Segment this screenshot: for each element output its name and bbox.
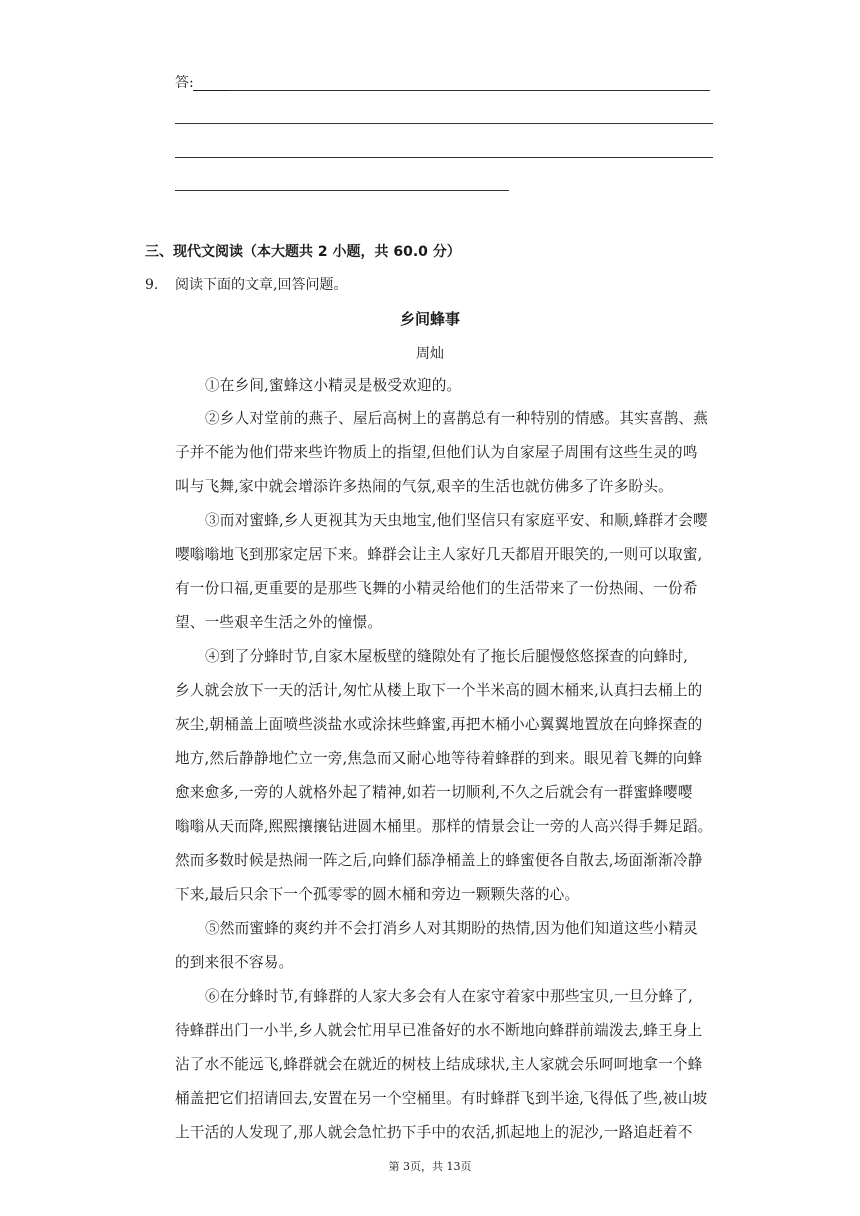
paragraph-3-line: 望、一些艰辛生活之外的憧憬。: [175, 614, 383, 631]
paragraph-4-line: 乡人就会放下一天的活计,匆忙从楼上取下一个半米高的圆木桶来,认真扫去桶上的: [175, 682, 703, 699]
paragraph-2-line: 叫与飞舞,家中就会增添许多热闹的气氛,艰辛的生活也就仿佛多了许多盼头。: [175, 478, 673, 495]
paragraph-3-line: ③而对蜜蜂,乡人更视其为天虫地宝,他们坚信只有家庭平安、和顺,蜂群才会嘤: [205, 512, 708, 529]
question-prompt: 阅读下面的文章,回答问题。: [175, 277, 348, 293]
paragraph-4-line: 地方,然后静静地伫立一旁,焦急而又耐心地等待着蜂群的到来。眼见着飞舞的向蜂: [175, 750, 703, 767]
answer-line-1: [230, 90, 710, 91]
paragraph-5-line: ⑤然而蜜蜂的爽约并不会打消乡人对其期盼的热情,因为他们知道这些小精灵: [205, 920, 699, 937]
paragraph-6-line: ⑥在分蜂时节,有蜂群的人家大多会有人在家守着家中那些宝贝,一旦分蜂了,: [205, 988, 693, 1005]
paragraph-4-line: 然而多数时候是热闹一阵之后,向蜂们舔净桶盖上的蜂蜜便各自散去,场面渐渐冷静: [175, 852, 703, 869]
answer-short-underline: [193, 90, 230, 91]
article-author: 周灿: [416, 346, 444, 362]
paragraph-3-line: 有一份口福,更重要的是那些飞舞的小精灵给他们的生活带来了一份热闹、一份希: [175, 580, 698, 597]
paragraph-6-line: 上干活的人发现了,那人就会急忙扔下手中的农活,抓起地上的泥沙,一路追赶着不: [175, 1124, 693, 1141]
question-number: 9.: [145, 277, 159, 293]
answer-line-3: [175, 157, 713, 158]
section-heading: 三、现代文阅读（本大题共 2 小题，共 60.0 分）: [145, 244, 461, 260]
page-footer: 第 3页，共 13页: [388, 1160, 472, 1173]
paragraph-5-line: 的到来很不容易。: [175, 954, 294, 971]
paragraph-4-line: 嗡嗡从天而降,熙熙攘攘钻进圆木桶里。那样的情景会让一旁的人高兴得手舞足蹈。: [175, 818, 713, 835]
paragraph-6-line: 桶盖把它们招请回去,安置在另一个空桶里。有时蜂群飞到半途,飞得低了些,被山坡: [175, 1090, 708, 1107]
article-title: 乡间蜂事: [399, 310, 460, 328]
paragraph-6-line: 沾了水不能远飞,蜂群就会在就近的树枝上结成球状,主人家就会乐呵呵地拿一个蜂: [175, 1056, 703, 1073]
paragraph-6-line: 待蜂群出门一小半,乡人就会忙用早已准备好的水不断地向蜂群前端泼去,蜂王身上: [175, 1022, 703, 1039]
paragraph-2-line: 子并不能为他们带来些许物质上的指望,但他们认为自家屋子周围有这些生灵的鸣: [175, 444, 698, 461]
paragraph-2-line: ②乡人对堂前的燕子、屋后高树上的喜鹊总有一种特别的情感。其实喜鹊、燕: [205, 410, 708, 427]
paragraph-4-line: 灰尘,朝桶盖上面喷些淡盐水或涂抹些蜂蜜,再把木桶小心翼翼地置放在向蜂探查的: [175, 716, 703, 733]
paragraph-3-line: 嘤嗡嗡地飞到那家定居下来。蜂群会让主人家好几天都眉开眼笑的,一则可以取蜜,: [175, 546, 703, 563]
paragraph-1-line: ①在乡间,蜜蜂这小精灵是极受欢迎的。: [205, 377, 462, 394]
paragraph-4-line: 下来,最后只余下一个孤零零的圆木桶和旁边一颗颗失落的心。: [175, 886, 580, 903]
answer-line-4: [175, 190, 509, 191]
answer-label: 答:: [175, 75, 194, 91]
paragraph-4-line: 愈来愈多,一旁的人就格外起了精神,如若一切顺利,不久之后就会有一群蜜蜂嘤嘤: [175, 784, 693, 801]
paragraph-4-line: ④到了分蜂时节,自家木屋板壁的缝隙处有了拖长后腿慢悠悠探查的向蜂时,: [205, 648, 689, 665]
answer-line-2: [175, 123, 713, 124]
